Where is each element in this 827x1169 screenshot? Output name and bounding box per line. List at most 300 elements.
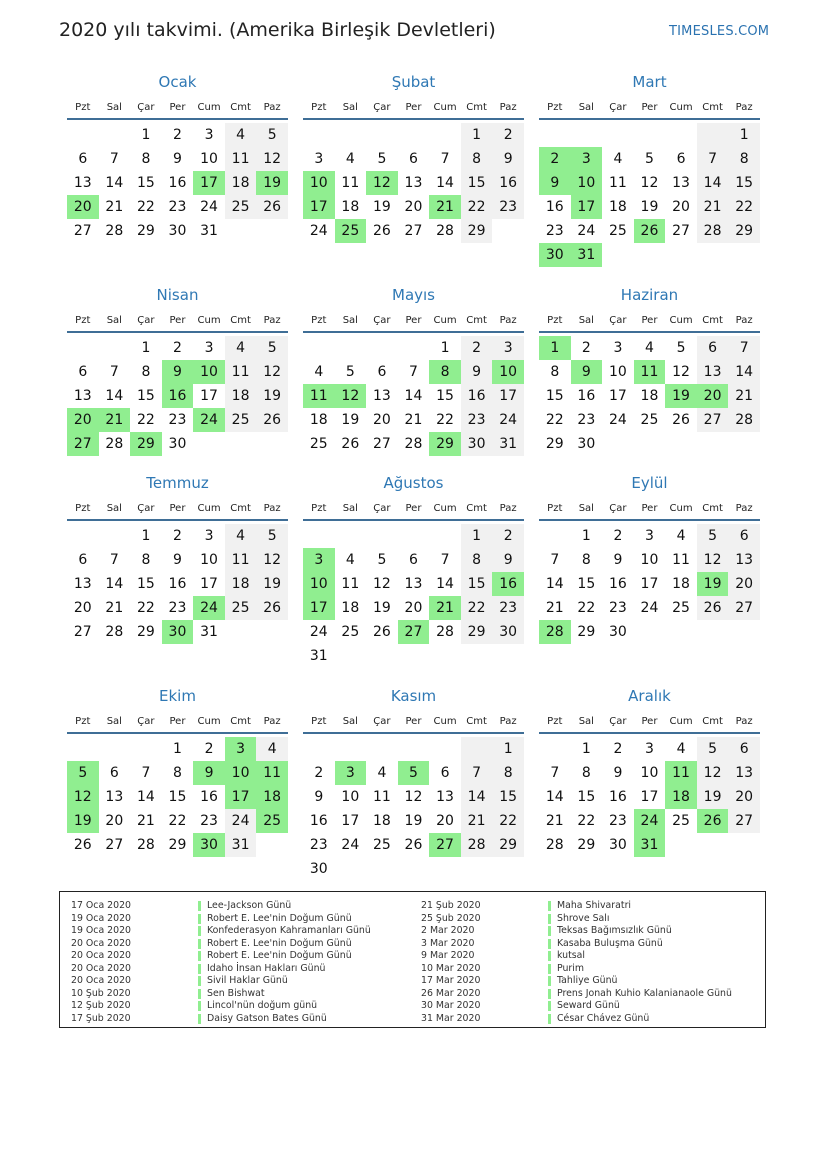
day-cell: 15 [461, 572, 493, 596]
legend-row [421, 1013, 761, 1026]
day-cell: 14 [728, 360, 760, 384]
day-cell: 15 [577, 576, 596, 592]
day-cell: 29 [461, 620, 493, 644]
weekday-label: Sal [106, 715, 122, 727]
day-cell: 2 [581, 340, 591, 356]
weekday-label: Per [169, 101, 186, 113]
day-cell: 4 [645, 340, 654, 356]
weekday-label: Sal [106, 502, 122, 514]
weekday-label: Cum [433, 502, 457, 514]
site-logo-link[interactable]: TIMESLES.COM [669, 24, 770, 39]
day-cell: 23 [168, 412, 187, 428]
weekday-header [539, 497, 760, 521]
day-cell: 10 [341, 789, 360, 805]
day-cell: 19 [640, 199, 659, 215]
day-cell: 16 [200, 789, 218, 805]
empty-cell [99, 737, 131, 761]
day-cell: 4 [676, 528, 686, 544]
weekday-header [539, 309, 760, 333]
month-calendar [539, 72, 760, 267]
day-cell: 5 [645, 151, 654, 167]
day-cell: 3 [204, 340, 214, 356]
day-cell: 7 [141, 765, 151, 781]
day-cell: 1 [461, 524, 493, 548]
day-cell: 27 [728, 596, 760, 620]
legend-holiday-name: Maha Shivaratri [557, 900, 632, 911]
day-cell: 2 [461, 336, 493, 360]
day-cell: 23 [168, 199, 187, 215]
day-cell: 29 [429, 432, 461, 456]
empty-cell [398, 644, 430, 668]
empty-cell [366, 644, 398, 668]
day-cell: 21 [99, 408, 131, 432]
day-cell: 18 [341, 600, 360, 616]
month-calendar [67, 285, 288, 456]
day-cell: 18 [225, 384, 257, 408]
day-cell: 25 [608, 223, 627, 239]
holiday-marker [198, 1014, 201, 1024]
empty-cell [634, 123, 666, 147]
day-cell: 3 [204, 528, 214, 544]
day-cell: 3 [645, 741, 654, 757]
day-cell: 11 [225, 548, 257, 572]
day-cell: 28 [436, 223, 454, 239]
day-cell: 21 [697, 195, 729, 219]
day-cell: 13 [73, 388, 92, 404]
empty-cell [99, 123, 131, 147]
weekday-label: Pzt [311, 314, 327, 326]
day-cell: 24 [193, 408, 225, 432]
weekday-header [539, 96, 760, 120]
legend-date: 20 Oca 2020 [71, 937, 132, 949]
legend-row [71, 1013, 411, 1026]
day-cell: 10 [200, 151, 218, 167]
day-cell: 2 [492, 524, 524, 548]
day-cell: 13 [728, 761, 760, 785]
day-cell: 4 [225, 524, 257, 548]
day-cell: 31 [225, 833, 257, 857]
legend-date: 2 Mar 2020 [421, 925, 475, 936]
weekday-label: Paz [263, 314, 281, 326]
day-cell: 22 [728, 195, 760, 219]
day-cell: 26 [697, 596, 729, 620]
day-cell: 19 [341, 412, 360, 428]
weekday-label: Çar [137, 502, 155, 514]
day-cell: 20 [728, 572, 760, 596]
day-cell: 15 [136, 175, 155, 191]
legend-row [71, 988, 411, 1001]
holiday-marker [548, 1001, 551, 1011]
weekday-label: Cum [197, 715, 221, 727]
legend-holiday-name: Purim [557, 962, 585, 974]
day-cell: 5 [256, 524, 288, 548]
weekday-label: Paz [735, 314, 753, 326]
day-cell: 29 [136, 624, 155, 640]
weekday-label: Sal [342, 314, 358, 326]
holiday-marker [198, 1001, 201, 1011]
weekday-label: Paz [499, 101, 517, 113]
weekday-label: Cmt [702, 101, 723, 113]
weekday-label: Sal [342, 101, 358, 113]
day-cell: 11 [672, 552, 690, 568]
weekday-label: Per [405, 715, 422, 727]
day-cell: 13 [672, 175, 690, 191]
day-cell: 2 [613, 741, 623, 757]
day-cell: 6 [78, 151, 88, 167]
day-cell: 26 [697, 809, 729, 833]
empty-cell [366, 857, 398, 881]
weekday-label: Çar [609, 715, 627, 727]
empty-cell [256, 620, 288, 644]
legend-holiday-name: Lee-Jackson Günü [207, 900, 292, 911]
weekday-label: Pzt [547, 314, 563, 326]
empty-cell [335, 644, 367, 668]
weekday-label: Cmt [702, 502, 723, 514]
legend-row [421, 975, 761, 988]
weekday-label: Sal [342, 715, 358, 727]
weekday-label: Pzt [75, 101, 91, 113]
weekday-label: Per [169, 502, 186, 514]
day-cell: 16 [492, 171, 524, 195]
empty-cell [539, 123, 571, 147]
empty-cell [303, 737, 335, 761]
day-cell: 17 [200, 576, 218, 592]
legend-date: 25 Şub 2020 [421, 912, 481, 924]
empty-cell [697, 833, 729, 857]
legend-column-left [71, 900, 411, 1025]
day-cell: 9 [571, 360, 603, 384]
day-cell: 1 [141, 340, 151, 356]
day-cell: 10 [571, 171, 603, 195]
legend-row [71, 913, 411, 926]
day-cell: 6 [697, 336, 729, 360]
day-cell: 23 [608, 600, 627, 616]
weekday-label: Cmt [702, 715, 723, 727]
month-title: Kasım [390, 687, 437, 705]
day-cell: 28 [105, 436, 124, 452]
day-cell: 30 [461, 432, 493, 456]
day-cell: 28 [404, 436, 423, 452]
legend-date: 20 Oca 2020 [71, 975, 132, 986]
day-cell: 13 [436, 789, 454, 805]
day-cell: 7 [728, 336, 760, 360]
day-cell: 24 [608, 412, 627, 428]
weekday-label: Çar [373, 502, 391, 514]
weekday-label: Sal [106, 101, 122, 113]
day-cell: 19 [697, 785, 729, 809]
weekday-label: Pzt [547, 502, 563, 514]
day-cell: 27 [73, 624, 92, 640]
day-cell: 19 [256, 171, 288, 195]
day-cell: 10 [200, 552, 218, 568]
day-cell: 18 [256, 785, 288, 809]
day-cell: 23 [608, 813, 627, 829]
legend-row [71, 950, 411, 963]
month-title: Mayıs [392, 286, 435, 304]
weekday-label: Cmt [230, 314, 251, 326]
day-cell: 12 [697, 761, 729, 785]
weekday-header [303, 309, 524, 333]
day-cell: 29 [136, 223, 155, 239]
day-cell: 7 [409, 364, 418, 380]
day-cell: 30 [539, 243, 571, 267]
day-cell: 3 [225, 737, 257, 761]
day-grid [67, 737, 288, 857]
legend-row [71, 1000, 411, 1013]
day-cell: 29 [130, 432, 162, 456]
weekday-label: Sal [578, 314, 594, 326]
day-cell: 16 [608, 576, 627, 592]
weekday-label: Paz [499, 502, 517, 514]
weekday-label: Sal [342, 502, 358, 514]
day-cell: 16 [545, 199, 564, 215]
day-cell: 1 [728, 123, 760, 147]
day-cell: 22 [136, 600, 155, 616]
day-cell: 8 [141, 151, 151, 167]
day-cell: 12 [372, 576, 391, 592]
day-cell: 11 [225, 147, 257, 171]
day-cell: 14 [697, 171, 729, 195]
day-cell: 30 [492, 620, 524, 644]
weekday-label: Cum [669, 314, 693, 326]
weekday-label: Per [405, 314, 422, 326]
legend-date: 17 Oca 2020 [71, 900, 132, 911]
legend-row [421, 963, 761, 976]
month-calendar [303, 473, 524, 668]
day-cell: 23 [461, 408, 493, 432]
empty-cell [398, 336, 430, 360]
empty-cell [665, 243, 697, 267]
day-cell: 3 [303, 548, 335, 572]
empty-cell [398, 737, 430, 761]
legend-row [71, 900, 411, 913]
day-cell: 25 [672, 600, 690, 616]
day-cell: 6 [676, 151, 686, 167]
month-title: Nisan [156, 286, 199, 304]
weekday-label: Paz [263, 502, 281, 514]
empty-cell [665, 432, 697, 456]
day-cell: 14 [105, 576, 124, 592]
day-cell: 27 [73, 223, 92, 239]
day-cell: 18 [665, 785, 697, 809]
day-cell: 22 [136, 412, 155, 428]
holiday-marker [548, 989, 551, 999]
day-cell: 8 [581, 765, 591, 781]
legend-date: 10 Şub 2020 [71, 987, 131, 999]
day-cell: 28 [136, 837, 155, 853]
day-cell: 9 [162, 360, 194, 384]
day-cell: 28 [545, 837, 564, 853]
day-cell: 15 [545, 388, 564, 404]
day-cell: 4 [676, 741, 686, 757]
day-cell: 28 [105, 223, 124, 239]
weekday-label: Cmt [702, 314, 723, 326]
day-cell: 13 [372, 388, 391, 404]
day-cell: 30 [608, 837, 627, 853]
day-cell: 2 [204, 741, 214, 757]
day-cell: 7 [550, 552, 560, 568]
day-cell: 5 [676, 340, 686, 356]
day-cell: 26 [672, 412, 690, 428]
month-title: Mart [632, 73, 667, 91]
day-cell: 18 [341, 199, 360, 215]
day-cell: 15 [461, 171, 493, 195]
day-cell: 11 [608, 175, 627, 191]
day-cell: 17 [640, 576, 659, 592]
day-cell: 29 [168, 837, 187, 853]
empty-cell [225, 432, 257, 456]
day-cell: 10 [608, 364, 627, 380]
day-cell: 2 [173, 340, 182, 356]
empty-cell [225, 219, 257, 243]
day-cell: 10 [640, 765, 659, 781]
day-cell: 21 [105, 199, 124, 215]
day-cell: 5 [377, 552, 387, 568]
legend-date: 26 Mar 2020 [421, 987, 481, 999]
day-cell: 9 [461, 360, 493, 384]
day-cell: 15 [728, 171, 760, 195]
legend-row [421, 1000, 761, 1013]
weekday-label: Cmt [230, 502, 251, 514]
day-cell: 2 [539, 147, 571, 171]
empty-cell [728, 620, 760, 644]
day-cell: 20 [372, 412, 391, 428]
legend-holiday-name: César Chávez Günü [557, 1012, 650, 1024]
day-cell: 8 [141, 552, 151, 568]
empty-cell [665, 123, 697, 147]
day-cell: 7 [109, 552, 119, 568]
holiday-marker [548, 914, 551, 924]
day-cell: 21 [404, 412, 423, 428]
day-cell: 16 [168, 576, 187, 592]
day-cell: 14 [545, 789, 564, 805]
empty-cell [634, 243, 666, 267]
weekday-label: Cum [669, 502, 693, 514]
legend-date: 17 Mar 2020 [421, 975, 481, 986]
day-grid [303, 123, 524, 243]
weekday-label: Çar [373, 101, 391, 113]
day-cell: 19 [372, 600, 391, 616]
day-grid [539, 524, 760, 644]
day-cell: 24 [225, 809, 257, 833]
weekday-label: Pzt [547, 101, 563, 113]
day-cell: 2 [173, 528, 182, 544]
day-cell: 24 [577, 223, 596, 239]
day-cell: 9 [193, 761, 225, 785]
day-cell: 13 [697, 360, 729, 384]
legend-date: 12 Şub 2020 [71, 1000, 131, 1011]
day-cell: 26 [256, 195, 288, 219]
day-cell: 23 [168, 600, 187, 616]
day-cell: 6 [409, 552, 418, 568]
day-cell: 30 [193, 833, 225, 857]
holiday-marker [198, 989, 201, 999]
day-cell: 21 [545, 813, 564, 829]
legend-date: 21 Şub 2020 [421, 900, 481, 911]
day-cell: 26 [404, 837, 423, 853]
day-cell: 30 [168, 436, 187, 452]
legend-row [71, 975, 411, 988]
month-calendar [67, 72, 288, 243]
day-cell: 7 [461, 761, 493, 785]
day-cell: 16 [168, 175, 187, 191]
holiday-marker [548, 901, 551, 911]
holiday-marker [198, 914, 201, 924]
day-cell: 23 [577, 412, 596, 428]
weekday-label: Cum [433, 715, 457, 727]
day-cell: 20 [672, 199, 690, 215]
weekday-label: Cmt [230, 101, 251, 113]
day-cell: 19 [372, 199, 391, 215]
weekday-label: Per [641, 101, 658, 113]
day-cell: 19 [67, 809, 99, 833]
weekday-header [67, 710, 288, 734]
weekday-label: Çar [609, 502, 627, 514]
empty-cell [461, 737, 493, 761]
weekday-header [303, 710, 524, 734]
legend-date: 19 Oca 2020 [71, 912, 132, 924]
day-cell: 21 [429, 596, 461, 620]
day-cell: 8 [581, 552, 591, 568]
empty-cell [256, 219, 288, 243]
empty-cell [398, 123, 430, 147]
day-cell: 3 [314, 151, 324, 167]
weekday-label: Paz [735, 101, 753, 113]
day-cell: 24 [309, 223, 328, 239]
day-cell: 14 [404, 388, 423, 404]
day-cell: 17 [608, 388, 627, 404]
day-cell: 17 [571, 195, 603, 219]
day-cell: 9 [492, 147, 524, 171]
day-cell: 19 [404, 813, 423, 829]
day-cell: 11 [372, 789, 391, 805]
day-cell: 27 [372, 436, 391, 452]
day-cell: 24 [309, 624, 328, 640]
day-cell: 29 [545, 436, 564, 452]
holiday-marker [548, 964, 551, 974]
legend-date: 20 Oca 2020 [71, 950, 132, 961]
day-cell: 21 [728, 384, 760, 408]
day-cell: 8 [173, 765, 182, 781]
month-title: Ekim [159, 687, 196, 705]
weekday-label: Çar [137, 101, 155, 113]
empty-cell [697, 123, 729, 147]
weekday-label: Çar [609, 314, 627, 326]
day-cell: 9 [539, 171, 571, 195]
weekday-label: Pzt [311, 502, 327, 514]
day-cell: 18 [672, 576, 690, 592]
empty-cell [67, 737, 99, 761]
day-cell: 7 [109, 364, 119, 380]
legend-holiday-name: kutsal [557, 950, 585, 961]
empty-cell [335, 857, 367, 881]
day-cell: 31 [200, 223, 218, 239]
day-cell: 27 [672, 223, 690, 239]
day-cell: 2 [314, 765, 324, 781]
day-cell: 28 [461, 833, 493, 857]
legend-date: 19 Oca 2020 [71, 925, 132, 936]
empty-cell [602, 432, 634, 456]
weekday-header [539, 710, 760, 734]
holiday-marker [198, 901, 201, 911]
weekday-label: Pzt [311, 715, 327, 727]
empty-cell [461, 857, 493, 881]
day-cell: 26 [634, 219, 666, 243]
day-cell: 11 [303, 384, 335, 408]
empty-cell [728, 833, 760, 857]
day-cell: 5 [256, 123, 288, 147]
empty-cell [67, 123, 99, 147]
